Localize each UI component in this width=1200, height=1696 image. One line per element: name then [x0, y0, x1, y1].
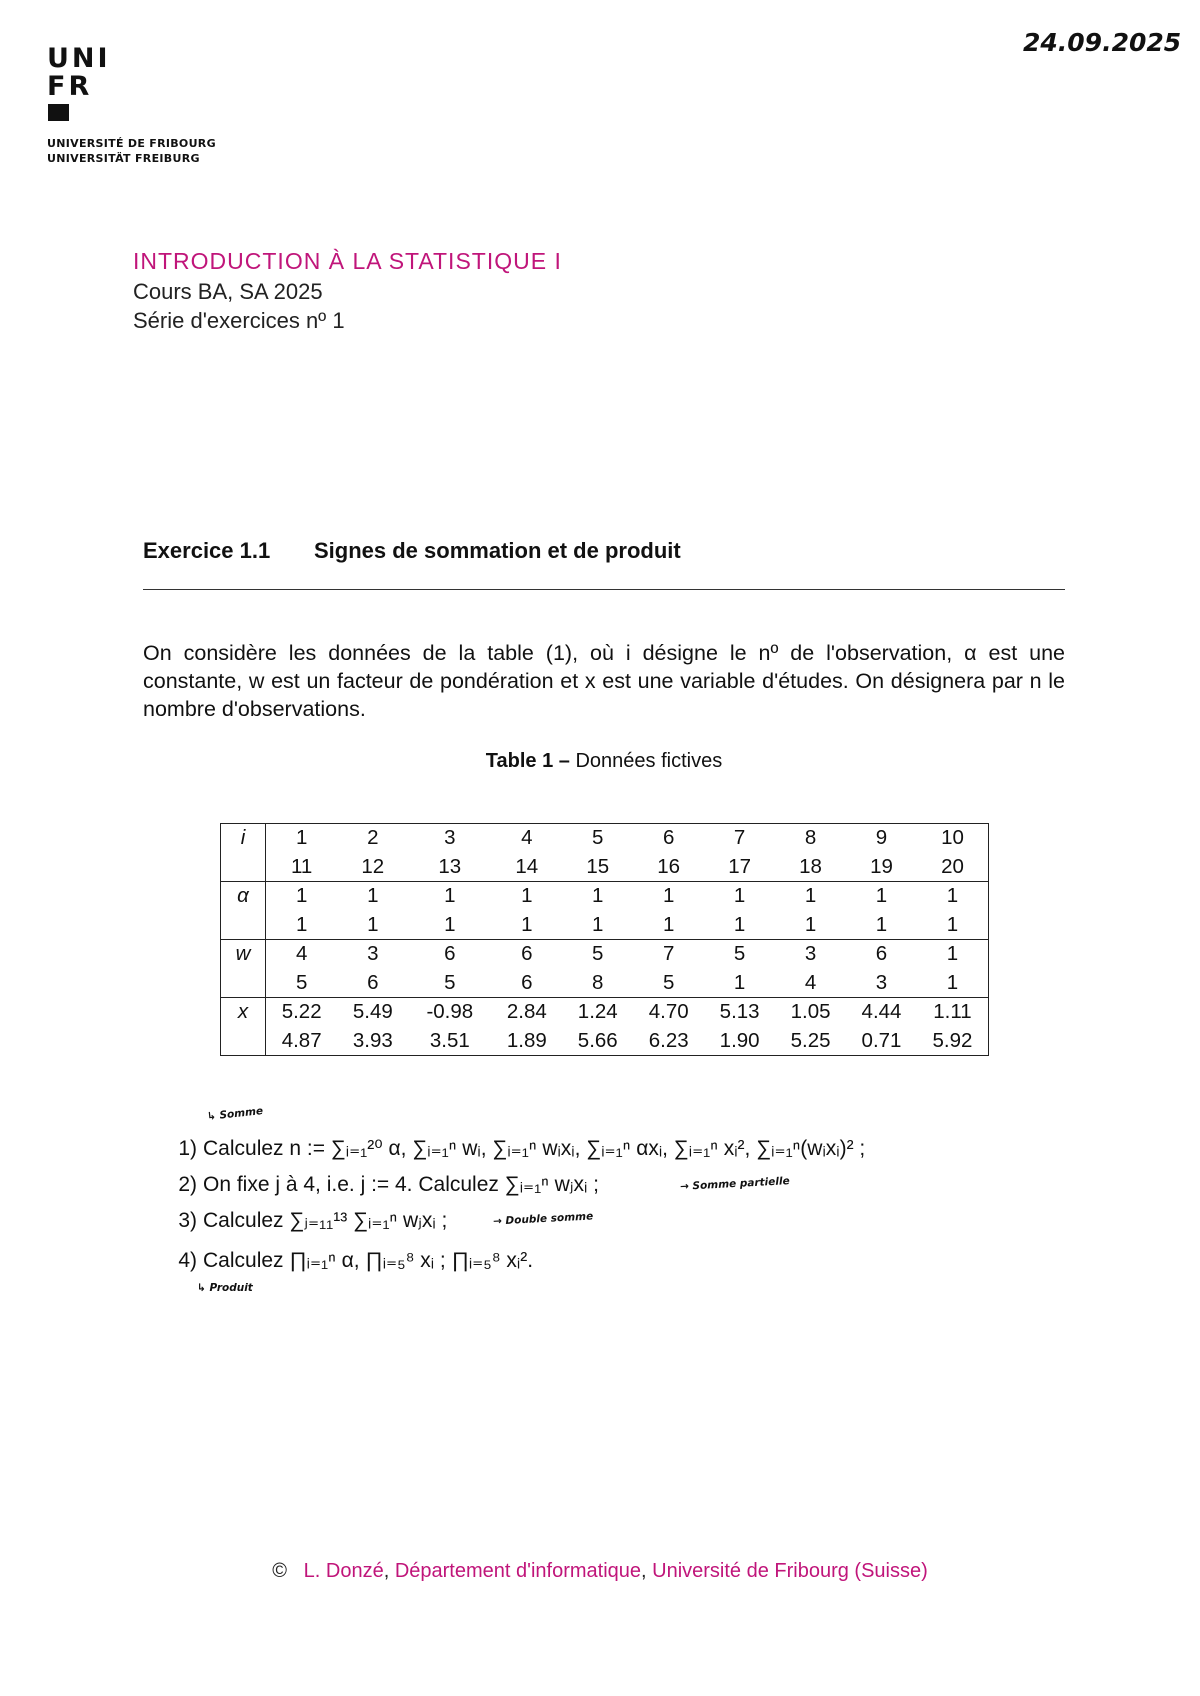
- table-cell: 1: [337, 911, 408, 940]
- table-cell: 5: [592, 942, 604, 965]
- table-caption-text: Données fictives: [575, 750, 723, 772]
- table-cell: 6: [337, 969, 408, 998]
- question-1: 1) Calculez n := ∑ᵢ₌₁²⁰ α, ∑ᵢ₌₁ⁿ wᵢ, ∑ᵢ₌₁ⁿ wᵢxᵢ, ∑ᵢ₌₁ⁿ αxᵢ, ∑ᵢ₌₁ⁿ xᵢ², ∑ᵢ₌₁ⁿ(wᵢxᵢ)² ;: [178, 1137, 866, 1160]
- table-row: [221, 1027, 988, 1056]
- table-row: [221, 911, 988, 940]
- table-cell: 19: [846, 853, 917, 882]
- table-cell: 1: [367, 884, 379, 907]
- question-4: 4) Calculez ∏ᵢ₌₁ⁿ α, ∏ᵢ₌₅⁸ xᵢ ; ∏ᵢ₌₅⁸ xᵢ².: [178, 1249, 534, 1272]
- table-row: [221, 940, 988, 969]
- series-info: Série d'exercices nº 1: [133, 308, 345, 333]
- table-cell: 8: [804, 826, 817, 849]
- table-cell: 1: [633, 911, 704, 940]
- table-cell: 13: [408, 853, 491, 882]
- table-cell: 1: [704, 911, 775, 940]
- table-cell: 5: [733, 942, 746, 965]
- table-cell: 1: [562, 911, 633, 940]
- table-cell: 1.89: [506, 1028, 547, 1052]
- course-info: Cours BA, SA 2025: [133, 279, 323, 304]
- handwritten-note-q1: ↳ Somme: [206, 1105, 264, 1123]
- table-cell: 10: [941, 826, 964, 849]
- table-row: [221, 998, 988, 1027]
- table-caption-label: Table 1 –: [485, 750, 570, 772]
- table-cell: 5.25: [790, 1028, 831, 1052]
- table-cell: 1: [408, 911, 491, 940]
- table-row: [221, 853, 988, 882]
- table-cell: 11: [266, 853, 338, 882]
- data-table: [221, 824, 988, 1055]
- table-cell: 5.13: [719, 1000, 760, 1023]
- table-cell: 4: [521, 826, 533, 849]
- logo-uni: UNI: [47, 43, 111, 74]
- table-cell: 1: [295, 826, 308, 849]
- table-cell: 5.22: [281, 1000, 322, 1023]
- question-list: [165, 1128, 1065, 1328]
- question-3: 3) Calculez ∑ⱼ₌₁₁¹³ ∑ᵢ₌₁ⁿ wⱼxᵢ ;: [178, 1209, 448, 1232]
- table-cell: 1: [733, 884, 746, 907]
- handwritten-note-q3: → Double somme: [492, 1210, 594, 1228]
- table-row-label: [221, 1027, 266, 1056]
- table-cell: -0.98: [426, 1000, 474, 1023]
- footer-author-link[interactable]: L. Donzé: [303, 1560, 384, 1582]
- table-cell: 2.84: [506, 1000, 547, 1023]
- table-row-label: x: [221, 998, 266, 1027]
- table-cell: 1: [804, 884, 817, 907]
- table-cell: 4: [295, 942, 308, 965]
- table-caption: [143, 750, 1065, 773]
- table-cell: 3.51: [429, 1028, 470, 1052]
- table-cell: 4.87: [281, 1028, 322, 1052]
- table-cell: 4.44: [861, 1000, 902, 1023]
- table-cell: 6: [491, 969, 562, 998]
- table-cell: 17: [704, 853, 775, 882]
- table-cell: 1: [875, 884, 888, 907]
- table-cell: 5: [266, 969, 338, 998]
- table-cell: 1: [917, 911, 988, 940]
- table-cell: 1: [704, 969, 775, 998]
- table-cell: 1.90: [719, 1028, 760, 1052]
- table-cell: 18: [775, 853, 846, 882]
- table-cell: 5.92: [932, 1028, 973, 1052]
- table-row-label: [221, 911, 266, 940]
- table-cell: 3: [444, 826, 456, 849]
- table-cell: 1: [917, 969, 988, 998]
- table-cell: 4.70: [648, 1000, 689, 1023]
- table-cell: 3: [846, 969, 917, 998]
- table-cell: 7: [662, 942, 675, 965]
- table-cell: 8: [562, 969, 633, 998]
- table-cell: 5: [408, 969, 491, 998]
- university-name-de: UNIVERSITÄT FREIBURG: [47, 152, 200, 165]
- question-2: 2) On fixe j à 4, i.e. j := 4. Calculez ∑ᵢ₌₁ⁿ wⱼxᵢ ;: [178, 1173, 599, 1196]
- table-cell: 3: [804, 942, 817, 965]
- table-cell: 1: [846, 911, 917, 940]
- table-cell: 1.24: [577, 1000, 618, 1023]
- handwritten-note-q2: → Somme partielle: [679, 1175, 790, 1193]
- table-cell: 1: [444, 884, 456, 907]
- intro-paragraph: On considère les données de la table (1), où i désigne le nº de l'observation, α est une constante, w est un facteur de pondération et x est une variable d'études. On désignera par n le nombre d'observations.: [143, 641, 1065, 721]
- table-row-label: i: [221, 824, 266, 853]
- course-title: INTRODUCTION À LA STATISTIQUE I: [133, 248, 562, 274]
- handwritten-note-q4: ↳ Produit: [197, 1282, 253, 1294]
- table-cell: 7: [733, 826, 746, 849]
- table-row-label: w: [221, 940, 266, 969]
- data-table-frame: [220, 823, 989, 1056]
- table-cell: 2: [367, 826, 379, 849]
- table-row-label: [221, 969, 266, 998]
- table-cell: 5: [592, 826, 604, 849]
- table-row-label: α: [221, 882, 266, 911]
- table-row: [221, 969, 988, 998]
- table-cell: 3: [367, 942, 379, 965]
- table-cell: 0.71: [861, 1028, 902, 1052]
- table-cell: 1: [266, 911, 338, 940]
- table-cell: 6.23: [648, 1028, 689, 1052]
- table-cell: 1: [295, 884, 308, 907]
- table-cell: 14: [491, 853, 562, 882]
- table-cell: 12: [337, 853, 408, 882]
- table-cell: 9: [875, 826, 888, 849]
- table-cell: 1: [592, 884, 604, 907]
- university-name-fr: UNIVERSITÉ DE FRIBOURG: [47, 137, 216, 150]
- handwritten-date: 24.09.2025: [1023, 28, 1182, 57]
- table-row: [221, 824, 988, 853]
- table-cell: 1.11: [933, 1000, 972, 1023]
- table-cell: 5: [633, 969, 704, 998]
- table-cell: 5.66: [577, 1028, 618, 1052]
- table-row-label: [221, 853, 266, 882]
- table-cell: 16: [633, 853, 704, 882]
- table-row: [221, 882, 988, 911]
- exercise-title: Signes de sommation et de produit: [314, 538, 681, 563]
- table-cell: 5.49: [352, 1000, 393, 1023]
- footer: © L. Donzé, Département d'informatique, Université de Fribourg (Suisse): [272, 1560, 928, 1582]
- table-cell: 15: [562, 853, 633, 882]
- table-cell: 3.93: [352, 1028, 393, 1052]
- section-divider: [143, 589, 1065, 590]
- table-cell: 6: [444, 942, 456, 965]
- table-cell: 6: [521, 942, 533, 965]
- table-cell: 6: [875, 942, 888, 965]
- table-cell: 1: [521, 884, 533, 907]
- table-cell: 6: [662, 826, 675, 849]
- table-cell: 1.05: [790, 1000, 831, 1023]
- exercise-number: Exercice 1.1: [143, 538, 271, 563]
- table-cell: 1: [775, 911, 846, 940]
- table-cell: 1: [946, 942, 959, 965]
- table-cell: 20: [917, 853, 988, 882]
- logo-fr: FR: [47, 71, 93, 102]
- table-cell: 4: [775, 969, 846, 998]
- table-cell: 1: [491, 911, 562, 940]
- footer-university-link[interactable]: Université de Fribourg (Suisse): [652, 1560, 928, 1582]
- copyright-symbol: ©: [272, 1560, 287, 1582]
- footer-department-link[interactable]: Département d'informatique: [394, 1560, 641, 1582]
- table-cell: 1: [946, 884, 959, 907]
- table-cell: 1: [662, 884, 675, 907]
- logo-block: [48, 104, 69, 121]
